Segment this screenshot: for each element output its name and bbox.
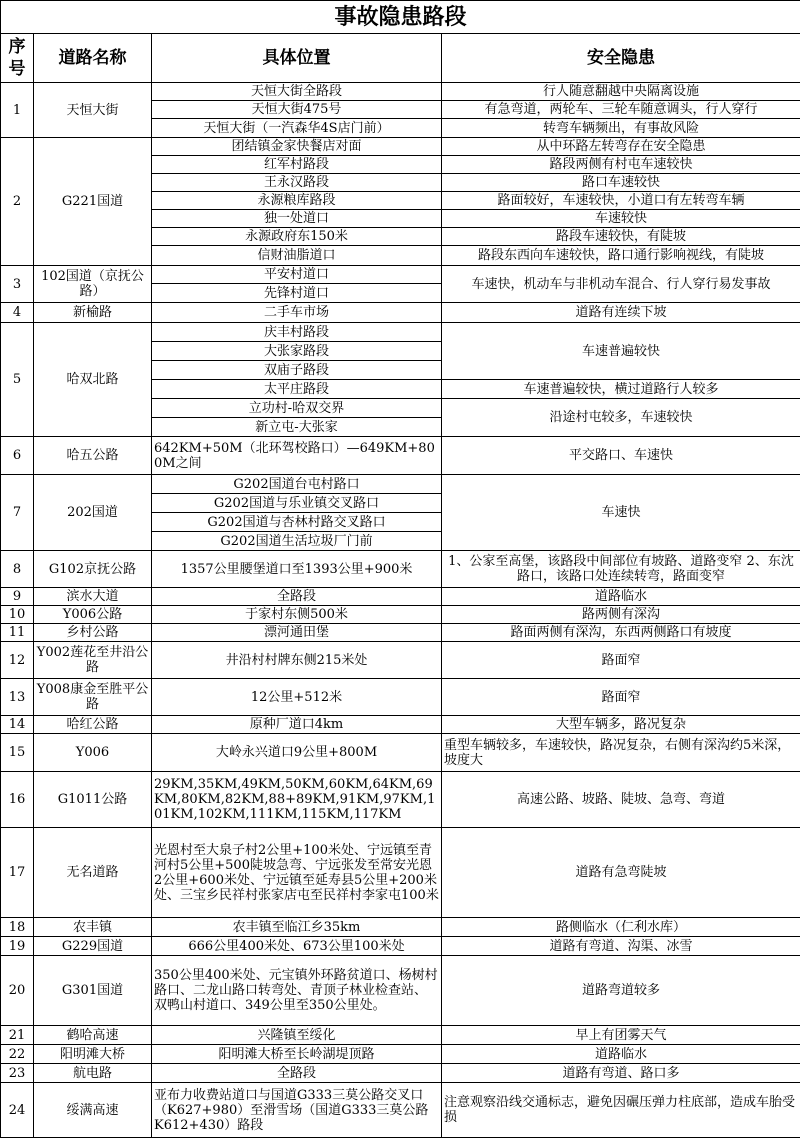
header-location: 具体位置 [152, 34, 442, 83]
row-9-num: 9 [1, 588, 34, 606]
row-5-road: 哈双北路 [34, 323, 152, 437]
row-20-road: G301国道 [34, 956, 152, 1026]
row-3-haz: 车速快，机动车与非机动车混合、行人穿行易发事故 [442, 266, 800, 303]
row-5-loc-3: 双庙子路段 [152, 361, 442, 380]
row-3-loc-2: 先锋村道口 [152, 284, 442, 303]
row-14-loc: 原种厂道口4km [152, 716, 442, 734]
row-18-loc: 农丰镇至临江乡35km [152, 918, 442, 937]
row-12-num: 12 [1, 642, 34, 679]
row-15-num: 15 [1, 734, 34, 772]
row-11-loc: 漂河通田堡 [152, 624, 442, 642]
row-24-haz: 注意观察沿线交通标志，避免因碾压弹力柱底部，造成车胎受损 [442, 1083, 800, 1138]
row-11-num: 11 [1, 624, 34, 642]
row-10-num: 10 [1, 606, 34, 624]
row-14-road: 哈红公路 [34, 716, 152, 734]
row-2-haz-6: 路段车速较快，有陡坡 [442, 228, 800, 246]
row-7-num: 7 [1, 475, 34, 551]
row-5-loc-6: 新立屯-大张家 [152, 418, 442, 437]
row-12-road: Y002莲花至井沿公路 [34, 642, 152, 679]
row-8-num: 8 [1, 551, 34, 588]
row-7-road: 202国道 [34, 475, 152, 551]
row-9-haz: 道路临水 [442, 588, 800, 606]
row-2-loc-5: 独一处道口 [152, 210, 442, 228]
row-5-num: 5 [1, 323, 34, 437]
row-22-haz: 道路临水 [442, 1045, 800, 1064]
row-2-loc-4: 永源粮库路段 [152, 192, 442, 210]
row-5-loc-1: 庆丰村路段 [152, 323, 442, 342]
row-15-loc: 大岭永兴道口9公里+800M [152, 734, 442, 772]
row-9-loc: 全路段 [152, 588, 442, 606]
row-6-loc: 642KM+50M（北环驾校路口）—649KM+800M之间 [152, 437, 442, 475]
row-2-haz-5: 车速较快 [442, 210, 800, 228]
row-2-haz-2: 路段两侧有村屯车速较快 [442, 156, 800, 174]
row-13-haz: 路面窄 [442, 679, 800, 716]
row-2-loc-1: 团结镇金家快餐店对面 [152, 138, 442, 156]
row-1-loc-2: 天恒大街475号 [152, 101, 442, 119]
row-3-road: 102国道（京抚公路） [34, 266, 152, 303]
row-19-haz: 道路有弯道、沟渠、冰雪 [442, 937, 800, 956]
row-21-road: 鹤哈高速 [34, 1026, 152, 1045]
page-title: 事故隐患路段 [1, 1, 800, 34]
row-7-loc-4: G202国道生活垃圾厂门前 [152, 532, 442, 551]
row-17-haz: 道路有急弯陡坡 [442, 828, 800, 918]
row-20-haz: 道路弯道较多 [442, 956, 800, 1026]
row-17-num: 17 [1, 828, 34, 918]
row-18-num: 18 [1, 918, 34, 937]
row-1-road: 天恒大街 [34, 83, 152, 138]
row-21-haz: 早上有团雾天气 [442, 1026, 800, 1045]
row-8-road: G102京抚公路 [34, 551, 152, 588]
row-3-num: 3 [1, 266, 34, 303]
row-19-road: G229国道 [34, 937, 152, 956]
row-10-loc: 于家村东侧500米 [152, 606, 442, 624]
row-21-loc: 兴隆镇至绥化 [152, 1026, 442, 1045]
row-20-loc: 350公里400米处、元宝镇外环路贫道口、杨树村路口、二龙山路口转弯处、青顶子林业检查站、双鸭山村道口、349公里至350公里处。 [152, 956, 442, 1026]
row-13-loc: 12公里+512米 [152, 679, 442, 716]
row-1-haz-2: 有急弯道，两轮车、三轮车随意调头，行人穿行 [442, 101, 800, 119]
row-16-haz: 高速公路、坡路、陡坡、急弯、弯道 [442, 772, 800, 828]
row-21-num: 21 [1, 1026, 34, 1045]
row-2-haz-4: 路面较好，车速较快，小道口有左转弯车辆 [442, 192, 800, 210]
row-6-haz: 平交路口、车速快 [442, 437, 800, 475]
row-16-road: G1011公路 [34, 772, 152, 828]
row-5-haz-1: 车速普遍较快 [442, 323, 800, 380]
row-23-loc: 全路段 [152, 1064, 442, 1083]
row-2-loc-2: 红军村路段 [152, 156, 442, 174]
row-22-loc: 阳明滩大桥至长岭湖堤顶路 [152, 1045, 442, 1064]
row-23-road: 航电路 [34, 1064, 152, 1083]
header-road: 道路名称 [34, 34, 152, 83]
row-14-num: 14 [1, 716, 34, 734]
row-16-loc: 29KM,35KM,49KM,50KM,60KM,64KM,69KM,80KM,82KM,88+89KM,91KM,97KM,101KM,102KM,111KM,115KM,117KM [152, 772, 442, 828]
row-9-road: 滨水大道 [34, 588, 152, 606]
row-2-loc-7: 信财油脂道口 [152, 246, 442, 266]
row-10-haz: 路两侧有深沟 [442, 606, 800, 624]
row-2-loc-3: 王永汉路段 [152, 174, 442, 192]
row-22-road: 阳明滩大桥 [34, 1045, 152, 1064]
row-6-num: 6 [1, 437, 34, 475]
row-15-road: Y006 [34, 734, 152, 772]
row-19-num: 19 [1, 937, 34, 956]
row-17-loc: 光恩村至大泉子村2公里+100米处、宁远镇至青河村5公里+500陡坡急弯、宁远张发至常安光恩2公里+600米处、宁远镇至延寿县5公里+200米处、三宝乡民祥村张家店屯至民祥村李家屯100米 [152, 828, 442, 918]
row-1-num: 1 [1, 83, 34, 138]
row-10-road: Y006公路 [34, 606, 152, 624]
row-4-road: 新榆路 [34, 303, 152, 323]
row-12-haz: 路面窄 [442, 642, 800, 679]
row-24-road: 绥满高速 [34, 1083, 152, 1138]
row-1-loc-3: 天恒大街（一汽森华4S店门前） [152, 119, 442, 138]
row-13-road: Y008康金至胜平公路 [34, 679, 152, 716]
row-7-loc-1: G202国道台屯村路口 [152, 475, 442, 494]
row-2-haz-1: 从中环路左转弯存在安全隐患 [442, 138, 800, 156]
row-7-loc-2: G202国道与乐业镇交叉路口 [152, 494, 442, 513]
row-5-haz-2: 车速普遍较快，横过道路行人较多 [442, 380, 800, 399]
row-17-road: 无名道路 [34, 828, 152, 918]
row-24-num: 24 [1, 1083, 34, 1138]
row-4-num: 4 [1, 303, 34, 323]
row-7-loc-3: G202国道与杏林村路交叉路口 [152, 513, 442, 532]
row-2-num: 2 [1, 138, 34, 266]
row-23-num: 23 [1, 1064, 34, 1083]
row-23-haz: 道路有弯道、路口多 [442, 1064, 800, 1083]
row-11-road: 乡村公路 [34, 624, 152, 642]
row-8-loc: 1357公里腰堡道口至1393公里+900米 [152, 551, 442, 588]
header-num: 序号 [1, 34, 34, 83]
row-16-num: 16 [1, 772, 34, 828]
row-2-loc-6: 永源政府东150米 [152, 228, 442, 246]
row-3-loc-1: 平安村道口 [152, 266, 442, 284]
row-5-loc-4: 太平庄路段 [152, 380, 442, 399]
row-1-loc-1: 天恒大街全路段 [152, 83, 442, 101]
row-19-loc: 666公里400米处、673公里100米处 [152, 937, 442, 956]
row-18-haz: 路侧临水（仁利水库） [442, 918, 800, 937]
row-2-haz-7: 路段东西向车速较快，路口通行影响视线，有陡坡 [442, 246, 800, 266]
row-8-haz: 1、公家至高堡，该路段中间部位有坡路、道路变窄 2、东沈路口，该路口处连续转弯，路面变窄 [442, 551, 800, 588]
row-4-haz: 道路有连续下坡 [442, 303, 800, 323]
row-4-loc: 二手车市场 [152, 303, 442, 323]
row-2-road: G221国道 [34, 138, 152, 266]
row-6-road: 哈五公路 [34, 437, 152, 475]
row-2-haz-3: 路口车速较快 [442, 174, 800, 192]
row-1-haz-3: 转弯车辆频出，有事故风险 [442, 119, 800, 138]
row-12-loc: 井沿村村牌东侧215米处 [152, 642, 442, 679]
header-hazard: 安全隐患 [442, 34, 800, 83]
row-20-num: 20 [1, 956, 34, 1026]
row-7-haz: 车速快 [442, 475, 800, 551]
row-13-num: 13 [1, 679, 34, 716]
row-5-haz-3: 沿途村屯较多，车速较快 [442, 399, 800, 437]
row-15-haz: 重型车辆较多，车速较快，路况复杂，右侧有深沟约5米深，坡度大 [442, 734, 800, 772]
row-1-haz-1: 行人随意翻越中央隔离设施 [442, 83, 800, 101]
row-22-num: 22 [1, 1045, 34, 1064]
row-24-loc: 亚布力收费站道口与国道G333三莫公路交叉口（K627+980）至滑雪场（国道G333三莫公路 K612+430）路段 [152, 1083, 442, 1138]
row-5-loc-2: 大张家路段 [152, 342, 442, 361]
row-14-haz: 大型车辆多，路况复杂 [442, 716, 800, 734]
row-18-road: 农丰镇 [34, 918, 152, 937]
row-5-loc-5: 立功村-哈双交界 [152, 399, 442, 418]
row-11-haz: 路面两侧有深沟，东西两侧路口有坡度 [442, 624, 800, 642]
